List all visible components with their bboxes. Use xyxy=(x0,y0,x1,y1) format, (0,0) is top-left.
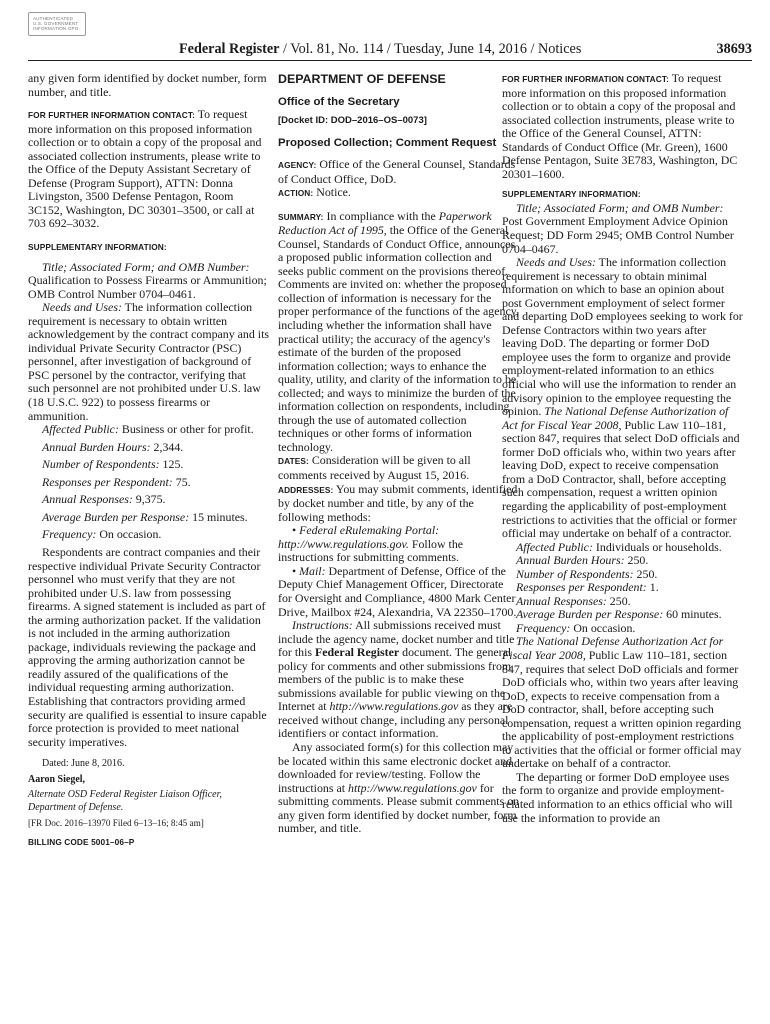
field-label: Needs and Uses: xyxy=(42,300,122,315)
paragraph: Respondents are contract companies and their respective individual Private Security Contractor personnel who must verify that they are not prohibited under U.S. law from possessing firearms. A signed statement is included as part of the arming authorization packet. If the validation is not included in the arming authorization package, individuals reviewing the package and approving the arming authorization cannot be readily assured of the qualifications of the individual requesting arming authorization. Establishing that contractors providing armed security are qualified is essential to insure capable force protection is provided to meet national security imperatives. xyxy=(28,544,267,749)
portal-link[interactable]: Federal eRulemaking Portal: http://www.regulations.gov. xyxy=(278,523,440,551)
paragraph xyxy=(502,635,744,770)
field-label: Frequency: xyxy=(516,620,571,635)
regulations-link[interactable]: http://www.regulations.gov xyxy=(329,699,459,714)
agency-heading: DEPARTMENT OF DEFENSE xyxy=(278,72,446,86)
field-value: Business or other for profit. xyxy=(118,422,254,437)
field-label: Title; Associated Form; and OMB Number: xyxy=(516,200,724,215)
paragraph xyxy=(502,608,744,622)
office-heading: Office of the Secretary xyxy=(278,96,400,108)
paragraph: any given form identified by docket number, form number, and title. xyxy=(28,71,267,99)
paragraph-text: Department of Defense, Office of the Deputy Chief Management Officer, Directorate for Oversight and Compliance, 4800 Mark Center Drive, Mailbox #24, Alexandria, VA 22350–1700. xyxy=(278,563,517,619)
field-label: Affected Public: xyxy=(42,422,119,437)
paragraph xyxy=(502,541,744,555)
section-label: ADDRESSES: xyxy=(278,484,334,495)
field-value: 250. xyxy=(633,566,658,581)
signer-name: Aaron Siegel, xyxy=(28,773,86,785)
paragraph xyxy=(502,568,744,582)
paragraph-text: Follow the instructions for submitting comments. xyxy=(278,536,464,565)
paragraph xyxy=(28,511,270,525)
section-label: FOR FURTHER INFORMATION CONTACT: xyxy=(28,110,195,121)
section-label: FOR FURTHER INFORMATION CONTACT: xyxy=(502,74,669,84)
dated-line: Dated: June 8, 2016. xyxy=(42,758,125,770)
authentication-stamp: AUTHENTICATED U.S. GOVERNMENT INFORMATION GPO xyxy=(28,12,86,36)
field-value: 1. xyxy=(646,580,659,595)
contact-paragraph xyxy=(28,108,270,231)
section-label: SUMMARY: xyxy=(278,211,324,222)
agency-paragraph xyxy=(278,158,520,186)
paragraph-text: the Office of the General Counsel, Standards of Conduct Office, announces a proposed public information collection and seeks public comment on the provisions thereof. Comments are invited on: whether the proposed collection of information is necessary for the proper performance of the functions of the agency, including whether the information shall have practical utility; the accuracy of the agency's estimate of the burden of the proposed information collection; ways to enhance the quality, utility, and clarity of the information to be collected; and ways to minimize the burden of the information collection on respondents, including through the use of automated collection techniques or other forms of information technology. xyxy=(278,223,519,454)
paragraph xyxy=(278,741,520,836)
field-label: Annual Burden Hours: xyxy=(42,439,151,454)
signer-title: Alternate OSD Federal Register Liaison Officer, Department of Defense. xyxy=(28,789,222,813)
bullet-icon: • xyxy=(292,563,300,578)
section-label: SUPPLEMENTARY INFORMATION: xyxy=(502,189,641,200)
paragraph xyxy=(502,202,744,256)
field-value: The information collection requirement is necessary to obtain written acknowledgement by the contract company and its individual Private Security Contractor (PSC) personnel, after investigation of background of PSC personel by the contractor, verifying that such personnel are not prohibited under U.S. law (18 U.S.C. 922) to possess firearms or ammunition. xyxy=(28,300,270,423)
docket-id: [Docket ID: DOD–2016–OS–0073] xyxy=(278,115,427,126)
paragraph xyxy=(28,261,270,302)
field-label: Annual Burden Hours: xyxy=(516,553,625,568)
publication-ref: Federal Register xyxy=(315,645,400,660)
paragraph xyxy=(502,554,744,568)
supplementary-heading xyxy=(502,187,744,202)
paragraph-text: To request more information on this proposed information collection or to obtain a copy of the proposal and associated collection instruments, please write to the Office of the General Counsel, ATTN: Standards of Conduct Office (Mr. Green), 1600 Defense Pentagon, Suite 3E783, Washington, DC 20301–1600. xyxy=(502,71,738,181)
fr-doc-line: [FR Doc. 2016–13970 Filed 6–13–16; 8:45 am] xyxy=(28,818,204,829)
field-label: Mail: xyxy=(299,563,326,578)
list-item xyxy=(278,524,520,565)
paragraph: The departing or former DoD employee uses the form to organize and provide employment-related information to an ethics official who will use the information to provide an xyxy=(502,769,733,825)
page-header xyxy=(28,40,752,61)
paragraph-text: document. The general policy for comments and other submissions from members of the public is to make these submissions available for public viewing on the Internet at xyxy=(278,645,512,714)
section-label: DATES: xyxy=(278,456,309,467)
section-label: SUPPLEMENTARY INFORMATION: xyxy=(28,242,167,253)
list-item xyxy=(278,565,520,619)
notice-title: Proposed Collection; Comment Request xyxy=(278,137,497,149)
field-label: Responses per Respondent: xyxy=(42,474,173,489)
paragraph-text: for submitting comments. Please submit comments on any given form identified by docket number, form number, and title. xyxy=(278,780,520,836)
header-title xyxy=(179,41,581,58)
field-value: 15 minutes. xyxy=(189,509,248,524)
paragraph-text: All submissions received must include the agency name, docket number and title for this xyxy=(278,618,515,660)
field-value: 250. xyxy=(606,593,631,608)
paragraph-text: In compliance with the xyxy=(323,208,439,223)
field-label: Number of Respondents: xyxy=(42,457,160,472)
column-2 xyxy=(278,72,520,836)
field-label: Instructions: xyxy=(292,618,353,633)
paragraph xyxy=(28,476,270,490)
field-label: Responses per Respondent: xyxy=(516,580,647,595)
act-citation: The National Defense Authorization Act for Fiscal Year 2008, xyxy=(502,634,724,662)
field-value: 9,375. xyxy=(132,492,166,507)
paragraph-text: Any associated form(s) for this collection may be located within this same electronic docket and downloaded for review/testing. Follow the instructions at xyxy=(278,739,514,795)
field-label: Annual Responses: xyxy=(42,492,133,507)
field-value: The information collection requirement is necessary to obtain minimal information on which to base an opinion about post Government employment of select former and departing DoD employees seeking to work for Defense Contractors within two years after leaving DoD. The departing or former DoD employee uses the form to organize and provide employment-related information to an ethics official who will use the information to render an advisory opinion to the employee requesting the opinion. xyxy=(502,255,743,419)
field-label: Number of Respondents: xyxy=(516,566,634,581)
field-label: Frequency: xyxy=(42,527,97,542)
field-value: On occasion. xyxy=(570,620,636,635)
paragraph-text: as they are received without change, including any personal identifiers or contact information. xyxy=(278,699,513,741)
field-label: Average Burden per Response: xyxy=(516,607,664,622)
paragraph-text: Office of the General Counsel, Standards of Conduct Office, DoD. xyxy=(278,157,516,186)
issue-details: / Vol. 81, No. 114 / Tuesday, June 14, 2016 / Notices xyxy=(279,41,582,57)
field-label: Average Burden per Response: xyxy=(42,509,190,524)
regulations-link[interactable]: http://www.regulations.gov xyxy=(348,780,477,795)
paragraph-text: You may submit comments, identified by docket number and title, by any of the following methods: xyxy=(278,481,518,524)
page-number: 38693 xyxy=(716,41,752,57)
field-value: Public Law 110–181, section 847, requires that select DoD officials and former DoD officials who, within two years after leaving DoD, expect to receive compensation from a DoD Contractor, shall, before accepting such compensation, request a written opinion regarding the applicability of post-employment restrictions to activities that the official or former official may undertake on behalf of a contractor. xyxy=(502,417,740,541)
summary-paragraph xyxy=(278,210,520,455)
field-value: Individuals or households. xyxy=(592,539,722,554)
addresses-paragraph xyxy=(278,483,520,525)
action-paragraph xyxy=(278,186,520,201)
billing-code: BILLING CODE 5001–06–P xyxy=(28,836,135,847)
paragraph xyxy=(28,493,270,507)
field-value: 60 minutes. xyxy=(663,607,722,622)
paragraph-text: To request more information on this proposed information collection or to obtain a copy of the proposal and associated collection instruments, please write to the Office of the Deputy Assistant Secretary of Defense (Program Support), ATTN: Donna Livingston, 3500 Defense Pentagon, Room 3C152, Washington, DC 30301–3500, or call at 703 692–3032. xyxy=(28,107,262,231)
field-value: 250. xyxy=(624,553,649,568)
contact-paragraph xyxy=(502,72,744,181)
dates-paragraph xyxy=(278,454,520,482)
section-label: AGENCY: xyxy=(278,160,317,170)
paragraph xyxy=(502,581,744,595)
column-3 xyxy=(502,72,744,825)
publication-name: Federal Register xyxy=(179,41,280,57)
instructions-paragraph xyxy=(278,619,520,741)
paragraph-text: Notice. xyxy=(313,185,351,200)
field-label: Needs and Uses: xyxy=(516,255,596,270)
field-label: Affected Public: xyxy=(516,539,593,554)
field-value: 75. xyxy=(172,474,191,489)
paragraph xyxy=(28,423,270,437)
paragraph xyxy=(502,256,744,540)
field-value: On occasion. xyxy=(96,527,162,542)
supplementary-heading xyxy=(28,240,270,255)
field-value: Post Government Employment Advice Opinion Request; DD Form 2945; OMB Control Number 0704–0467. xyxy=(502,214,734,256)
column-1 xyxy=(28,72,270,849)
bullet-icon: • xyxy=(292,523,300,538)
paragraph xyxy=(28,301,270,423)
paragraph xyxy=(502,595,744,609)
paragraph xyxy=(502,622,744,636)
paragraph xyxy=(28,458,270,472)
field-value: Qualification to Possess Firearms or Ammunition; OMB Control Number 0704–0461. xyxy=(28,273,267,301)
paragraph-text: Public Law 110–181, section 847, requires that select DoD officials and former DoD officials who, within two years after leaving DoD, expects to receive compensation from a DoD contractor, shall, before accepting such compensation, request a written opinion regarding the applicability of post-employment restrictions to activities that the official or former official may undertake on behalf of a contractor. xyxy=(502,647,742,771)
paragraph xyxy=(28,441,270,455)
act-citation: Paperwork Reduction Act of 1995, xyxy=(278,208,492,238)
section-label: ACTION: xyxy=(278,188,314,199)
paragraph-text: Consideration will be given to all comments received by August 15, 2016. xyxy=(278,453,471,483)
paragraph xyxy=(28,528,270,542)
act-citation: The National Defense Authorization of Act for Fiscal Year 2008, xyxy=(502,404,729,432)
field-value: 125. xyxy=(159,457,184,472)
field-label: Annual Responses: xyxy=(516,593,607,608)
field-label: Title; Associated Form; and OMB Number: xyxy=(42,259,250,274)
field-value: 2,344. xyxy=(150,439,184,454)
